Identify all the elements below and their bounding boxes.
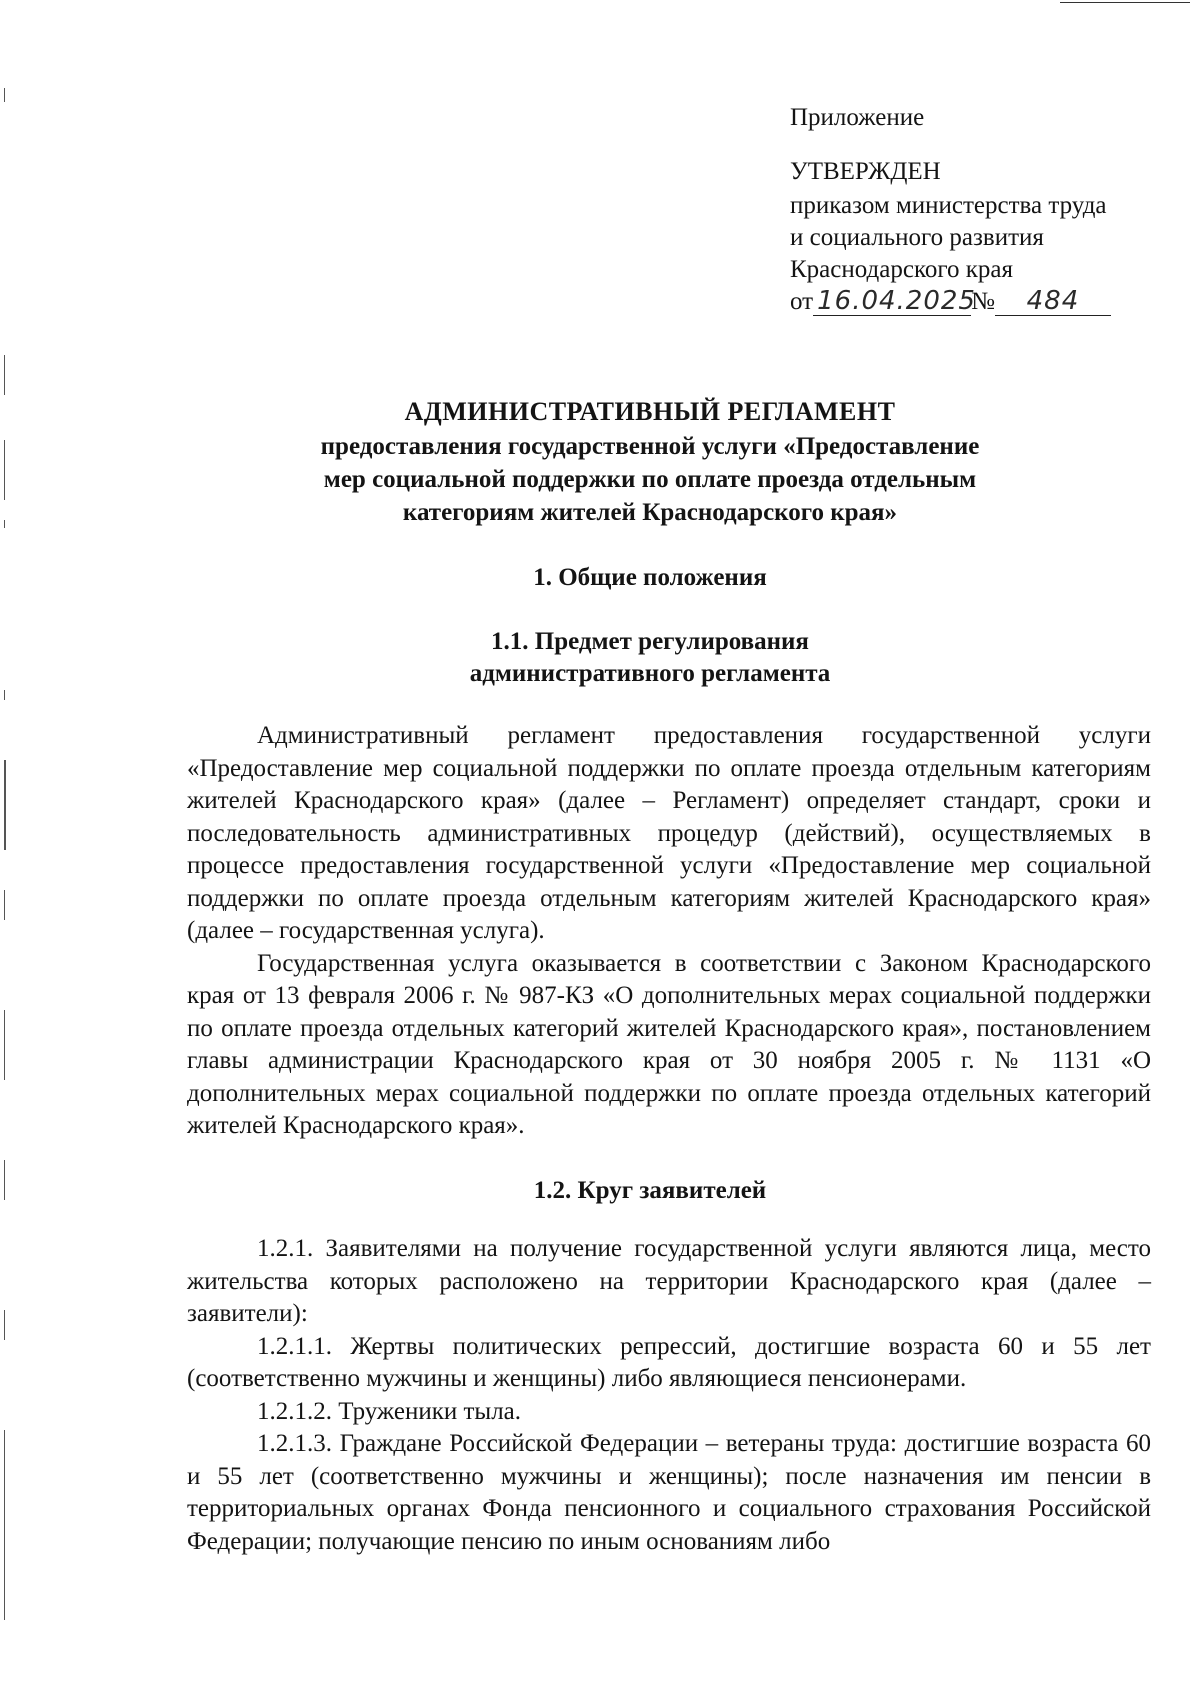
paragraph: 1.2.1. Заявителями на получение государственной услуги являются лица, место жительства которых расположено на территории Краснодарского края (далее – заявители): xyxy=(187,1235,1151,1327)
section-1-1-heading xyxy=(120,626,1180,690)
section-heading-line: административного регламента xyxy=(469,660,831,687)
section-1-1-body xyxy=(187,720,1151,1143)
handwritten-number: 484 xyxy=(995,287,1111,316)
subtitle-line: категориям жителей Краснодарского края» xyxy=(402,499,898,526)
paragraph: 1.2.1.1. Жертвы политических репрессий, достигшие возраста 60 и 55 лет (соответственно мужчины и женщины) либо являющиеся пенсионерами. xyxy=(187,1332,1151,1392)
section-1-heading: 1. Общие положения xyxy=(533,564,767,591)
approved-by-line-2: и социального развития xyxy=(790,224,1044,251)
order-date-line xyxy=(790,286,1170,318)
paragraph: 1.2.1.3. Граждане Российской Федерации – ветераны труда: достигшие возраста 60 и 55 лет (соответственно мужчины и женщины); после назначения им пенсии в территориальных органах Фонда пенсионного и социального страхования Российской Федерации; получающие пенсию по иным основаниям либо xyxy=(187,1430,1151,1555)
date-prefix: от xyxy=(790,288,814,315)
scan-top-line xyxy=(1060,2,1190,3)
document-subtitle xyxy=(120,430,1180,529)
subtitle-line: мер социальной поддержки по оплате проезда отдельным xyxy=(323,466,977,493)
approved-label: УТВЕРЖДЕН xyxy=(790,158,941,185)
subtitle-line: предоставления государственной услуги «Предоставление xyxy=(320,433,980,460)
section-1-2-body xyxy=(187,1233,1151,1558)
document-title: АДМИНИСТРАТИВНЫЙ РЕГЛАМЕНТ xyxy=(404,397,896,426)
section-heading-line: 1.1. Предмет регулирования xyxy=(491,628,809,655)
paragraph: Административный регламент предоставления государственной услуги «Предоставление мер социальной поддержки по оплате проезда отдельным категориям жителей Краснодарского края» (далее – Регламент) определяет стандарт, сроки и последовательность административных процедур (действий), осуществляемых в процессе предоставления государственной услуги «Предоставление мер социальной поддержки по оплате проезда отдельным категориям жителей Краснодарского края» (далее – государственная услуга). xyxy=(187,722,1151,944)
approved-by-line-1: приказом министерства труда xyxy=(790,192,1107,219)
section-1-2-heading: 1.2. Круг заявителей xyxy=(533,1177,767,1204)
approved-by-line-3: Краснодарского края xyxy=(790,256,1013,283)
appendix-label: Приложение xyxy=(790,104,925,131)
approval-block xyxy=(790,102,1170,318)
paragraph: 1.2.1.2. Труженики тыла. xyxy=(257,1397,522,1425)
number-prefix: № xyxy=(971,288,995,315)
scan-left-edge xyxy=(0,0,16,1697)
handwritten-date: 16.04.2025 xyxy=(813,287,971,316)
paragraph: Государственная услуга оказывается в соответствии с Законом Краснодарского края от 13 февраля 2006 г. № 987-КЗ «О дополнительных мерах социальной поддержки по оплате проезда отдельных категорий жителей Краснодарского края», постановлением главы администрации Краснодарского края от 30 ноября 2005 г. № 1131 «О дополнительных мерах социальной поддержки по оплате проезда отдельных категорий жителей Краснодарского края». xyxy=(187,949,1151,1139)
